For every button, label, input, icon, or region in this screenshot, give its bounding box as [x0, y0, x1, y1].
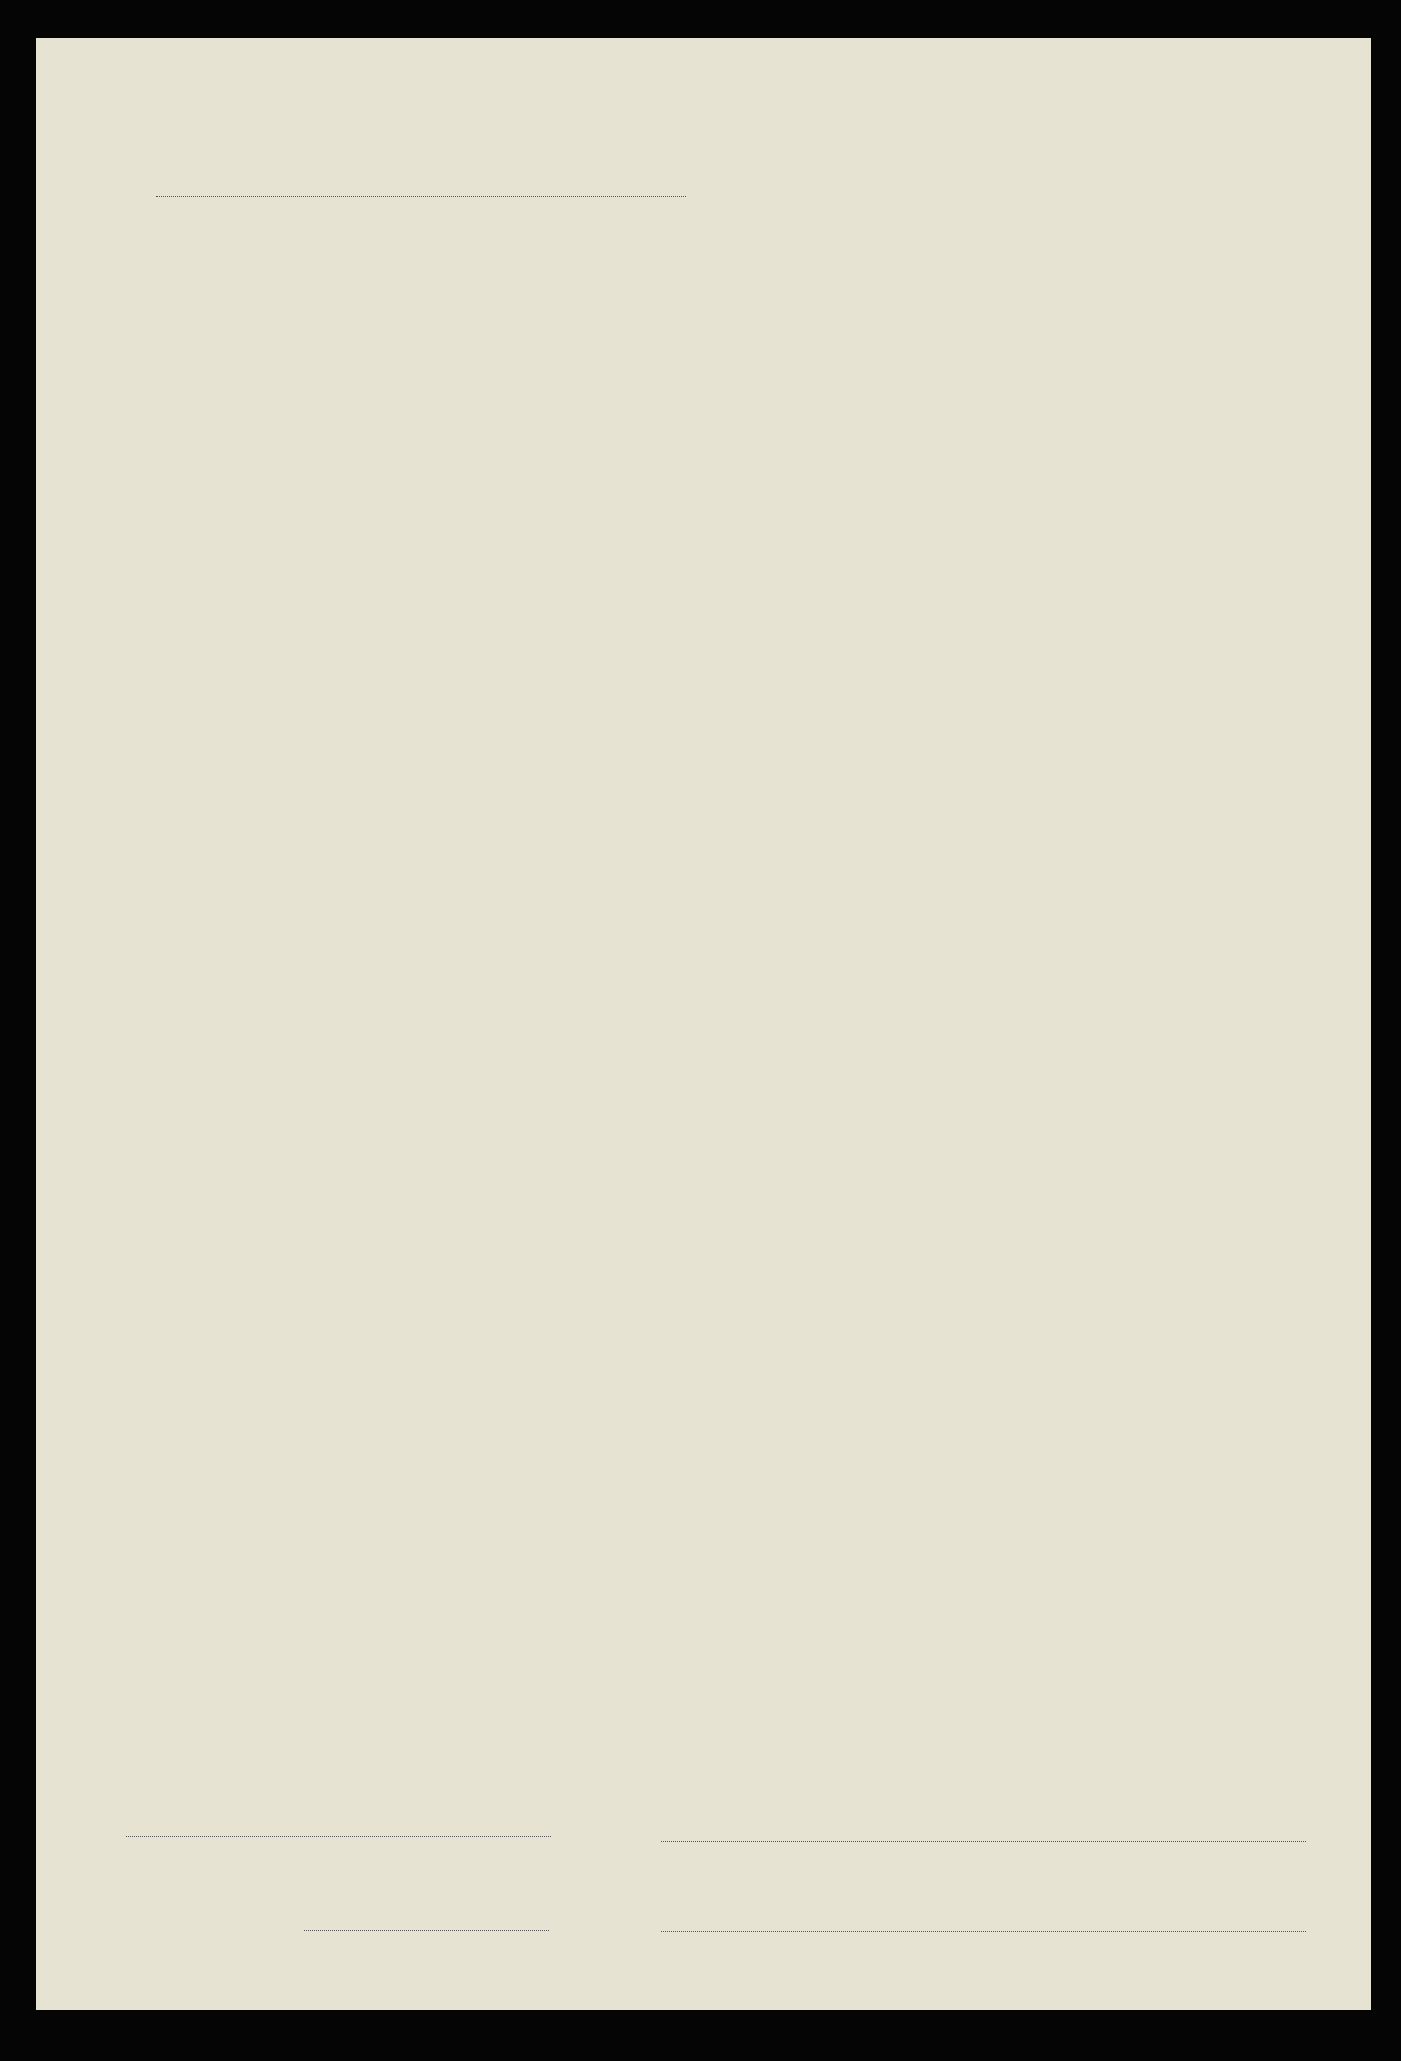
date-line: [304, 1930, 549, 1931]
signature-line: [661, 1841, 1306, 1842]
formation-line: [661, 1931, 1306, 1932]
table-grid: [36, 38, 1371, 2010]
footer-unit-line: [126, 1836, 551, 1837]
form-sheet: [36, 38, 1371, 2010]
